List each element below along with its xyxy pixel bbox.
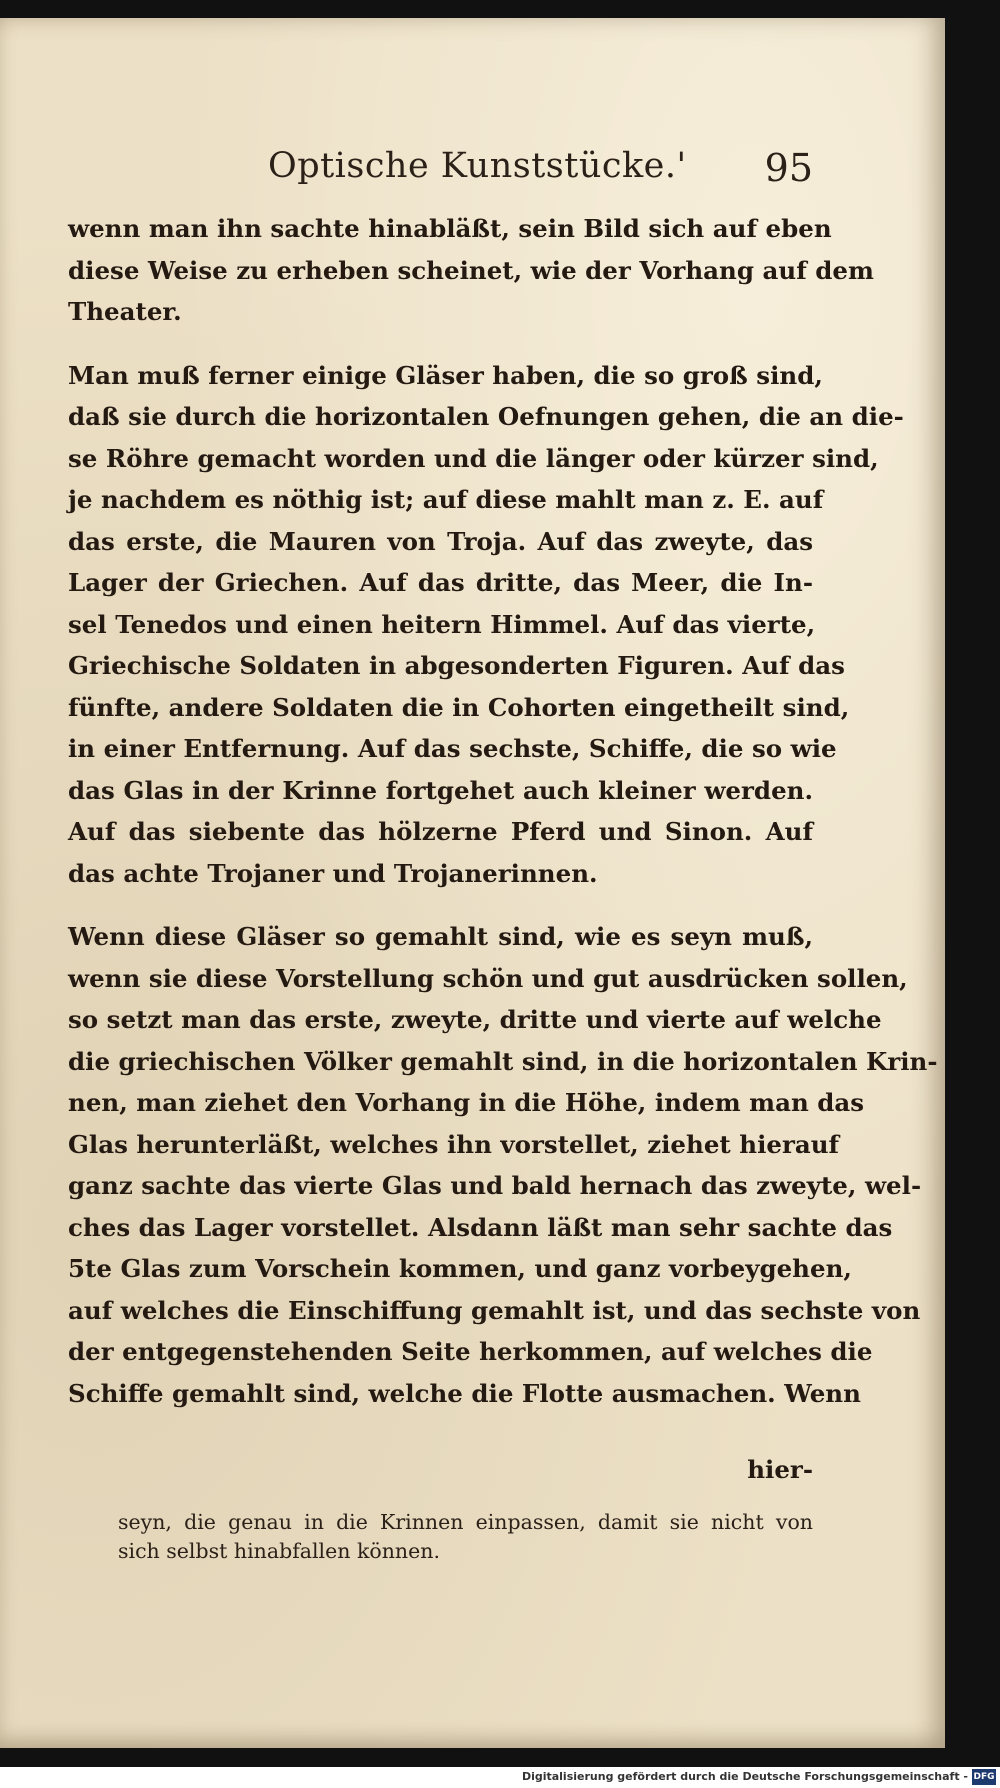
- text-line: 5te Glas zum Vorschein kommen, und ganz vorbeygehen,: [68, 1254, 852, 1283]
- text-line: das Glas in der Krinne fortgehet auch kleiner werden.: [68, 775, 813, 805]
- page-header: [268, 146, 813, 196]
- text-line: Glas herunterläßt, welches ihn vorstellet, ziehet hierauf: [68, 1129, 840, 1159]
- paragraph: [68, 208, 874, 333]
- text-line: daß sie durch die horizontalen Oefnungen gehen, die an die-: [68, 402, 904, 431]
- text-line: wenn man ihn sachte hinabläßt, sein Bild sich auf eben: [68, 214, 832, 243]
- text-line: Lager der Griechen. Auf das dritte, das Meer, die In-: [68, 568, 813, 597]
- text-line: je nachdem es nöthig ist; auf diese mahlt man z. E. auf: [68, 485, 824, 514]
- book-page: [0, 18, 945, 1748]
- text-line: ganz sachte das vierte Glas und bald hernach das zweyte, wel-: [68, 1171, 922, 1200]
- text-line: Theater.: [68, 297, 182, 326]
- text-line: der entgegenstehenden Seite herkommen, auf welches die: [68, 1337, 873, 1366]
- footnote: [118, 1508, 813, 1566]
- paragraph-gap: [68, 894, 813, 916]
- text-line: die griechischen Völker gemahlt sind, in die horizontalen Krin-: [68, 1046, 938, 1076]
- text-line: das achte Trojaner und Trojanerinnen.: [68, 858, 598, 888]
- text-line: Man muß ferner einige Gläser haben, die so groß sind,: [68, 360, 823, 390]
- dfg-logo: DFG: [972, 1769, 996, 1785]
- text-line: sel Tenedos und einen heitern Himmel. Auf das vierte,: [68, 609, 816, 639]
- text-line: das erste, die Mauren von Troja. Auf das zweyte, das: [68, 526, 813, 556]
- paragraph-gap: [68, 333, 813, 355]
- text-line: se Röhre gemacht worden und die länger oder kürzer sind,: [68, 443, 879, 473]
- text-line: fünfte, andere Soldaten die in Cohorten eingetheilt sind,: [68, 692, 850, 722]
- funding-credit: Digitalisierung gefördert durch die Deutsche Forschungsgemeinschaft -: [521, 1770, 968, 1783]
- footnote-line: seyn, die genau in die Krinnen einpassen, damit sie nicht von: [118, 1510, 813, 1534]
- text-line: Auf das siebente das hölzerne Pferd und Sinon. Auf: [68, 817, 813, 846]
- text-line: so setzt man das erste, zweyte, dritte und vierte auf welche: [68, 1005, 882, 1034]
- digitization-footer: [0, 1767, 1000, 1788]
- text-line: wenn sie diese Vorstellung schön und gut ausdrücken sollen,: [68, 963, 908, 993]
- running-title: Optische Kunststücke.': [268, 146, 687, 186]
- footnote-line: sich selbst hinabfallen können.: [118, 1539, 440, 1563]
- text-line: ches das Lager vorstellet. Alsdann läßt man sehr sachte das: [68, 1212, 893, 1242]
- catchword: hier-: [747, 1455, 813, 1484]
- text-line: auf welches die Einschiffung gemahlt ist, und das sechste von: [68, 1295, 921, 1325]
- text-line: Griechische Soldaten in abgesonderten Figuren. Auf das: [68, 651, 845, 680]
- main-text: [68, 208, 938, 1414]
- text-line: Schiffe gemahlt sind, welche die Flotte ausmachen. Wenn: [68, 1378, 861, 1408]
- text-line: Wenn diese Gläser so gemahlt sind, wie es seyn muß,: [68, 922, 813, 951]
- paragraph: [68, 355, 904, 895]
- text-line: diese Weise zu erheben scheinet, wie der Vorhang auf dem: [68, 255, 874, 285]
- page-number: 95: [764, 146, 813, 190]
- text-line: nen, man ziehet den Vorhang in die Höhe, indem man das: [68, 1088, 865, 1117]
- text-line: in einer Entfernung. Auf das sechste, Schiffe, die so wie: [68, 734, 837, 763]
- paragraph: [68, 916, 938, 1414]
